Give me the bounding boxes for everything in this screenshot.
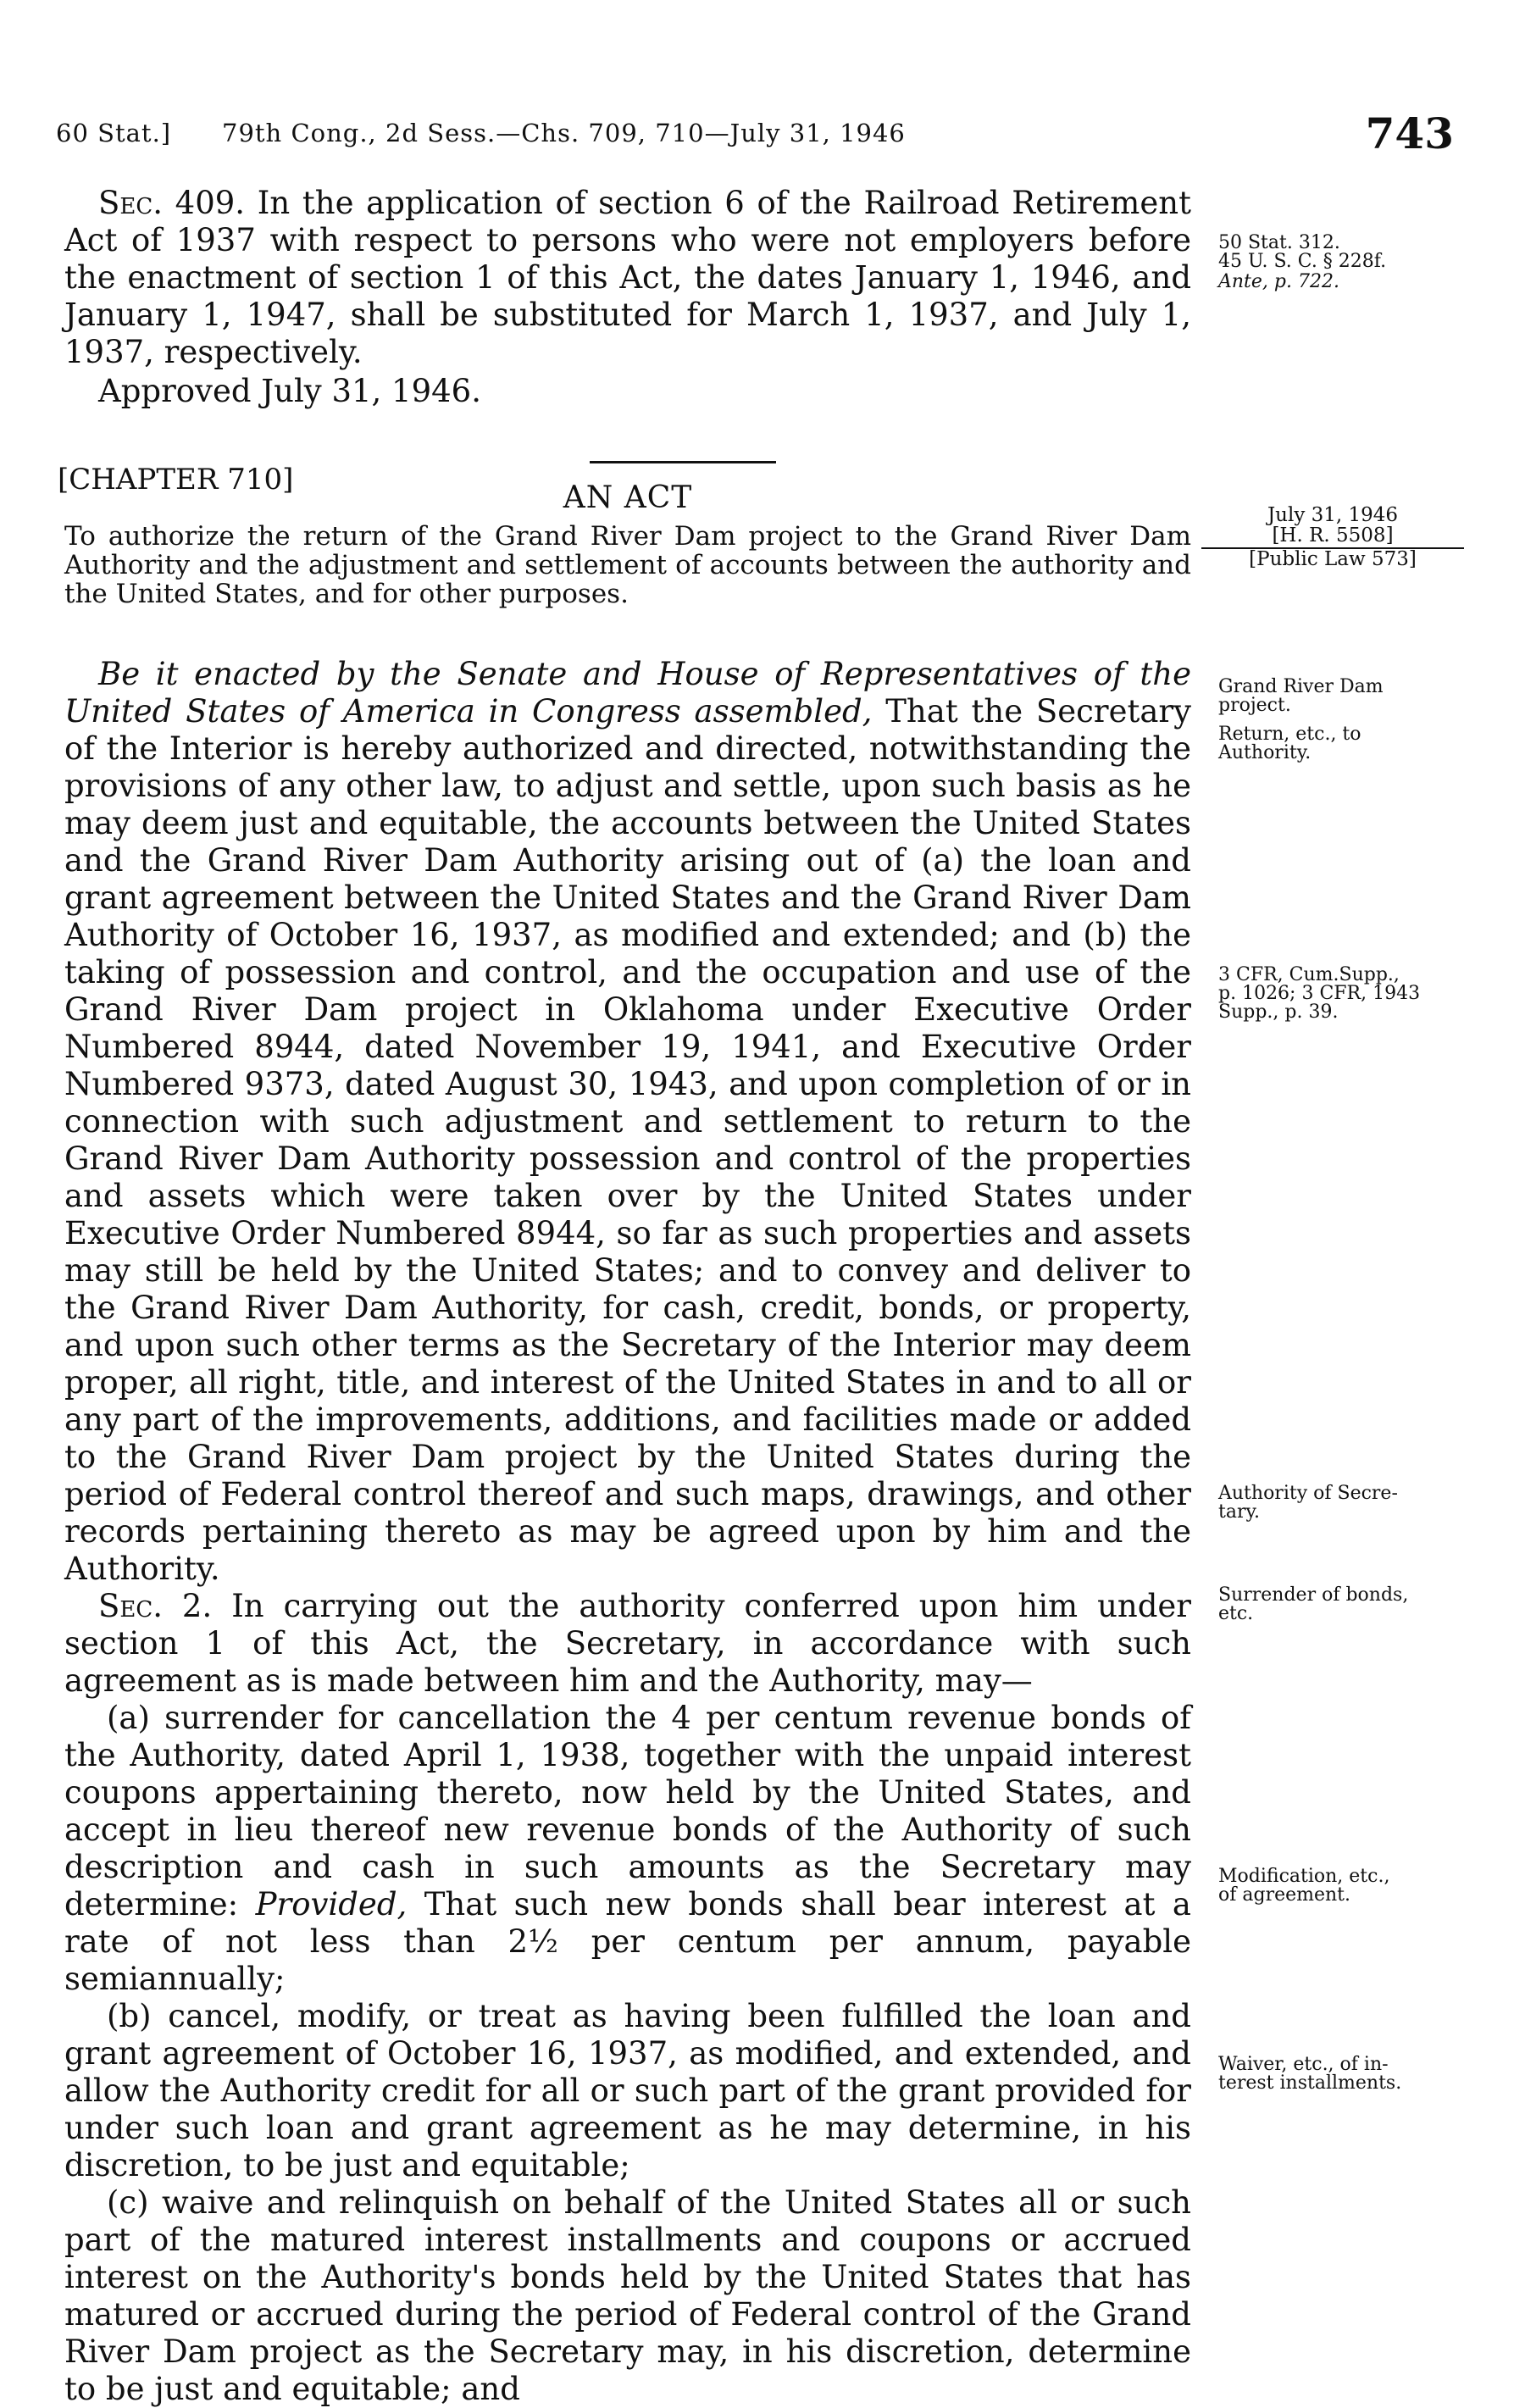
margin-line: Ante, p. 722. <box>1218 271 1339 292</box>
margin-note-ante <box>1218 273 1472 291</box>
section-2-text: In carrying out the authority conferred upon him under section 1 of this Act, the Secretary, in accordance with such agreement as is made between him and the Authority, may— <box>64 1588 1191 1699</box>
margin-line: terest installments. <box>1218 2072 1402 2094</box>
margin-line: project. <box>1218 695 1291 716</box>
margin-line: Authority of Secre- <box>1218 1483 1398 1504</box>
paragraph-b: (b) cancel, modify, or treat as having been fulfilled the loan and grant agreement of October 16, 1937, as modified, and extended, and allow the Authority credit for all or such part of the grant provided for under such loan and grant agreement as he may determine, in his discretion, to be just and equitable; <box>64 1998 1191 2183</box>
margin-line: Surrender of bonds, <box>1218 1584 1409 1606</box>
chapter-label: [CHAPTER 710] <box>58 463 294 497</box>
enacting-clause: Be it enacted by the Senate and House of Representatives of the United States of America in Congress assembled, <box>64 656 1191 730</box>
paragraph-c: (c) waive and relinquish on behalf of the United States all or such part of the matured interest installments and coupons or accrued interest on the Authority's bonds held by the United States that has matured or accrued during the period of Federal control of the Grand River Dam project as the Secretary may, in his discretion, determine to be just and equitable; and <box>64 2184 1191 2407</box>
margin-note-surrender <box>1218 1586 1472 1623</box>
margin-line: Authority. <box>1218 742 1312 763</box>
margin-line: Modification, etc., <box>1218 1866 1390 1887</box>
act-title: AN ACT <box>563 480 693 515</box>
margin-line: of agreement. <box>1218 1884 1351 1906</box>
main-text-column <box>58 185 1191 2408</box>
chapter-heading-block <box>58 427 1191 656</box>
act-purpose: To authorize the return of the Grand River Dam project to the Grand River Dam Authority and the adjustment and settlement of accounts between the authority and the United States, and for other purposes. <box>64 521 1191 609</box>
margin-note-return <box>1218 725 1472 763</box>
act-date: July 31, 1946 <box>1267 504 1399 526</box>
margin-line: Supp., p. 39. <box>1218 1001 1339 1023</box>
section-1-text: That the Secretary of the Interior is hereby authorized and directed, notwithstanding the provisions of any other law, to adjust and settle, upon such basis as he may deem just and equitable, the accounts between the United States and the Grand River Dam Authority arising out of (a) the loan and grant agreement between the United States and the Grand River Dam Authority of October 16, 1937, as modified and extended; and (b) the taking of possession and control, and the occupation and use of the Grand River Dam project in Oklahoma under Executive Order Numbered 8944, dated November 19, 1941, and Executive Order Numbered 9373, dated August 30, 1943, and upon completion of or in connection with such adjustment and settlement to return to the Grand River Dam Authority possession and control of the properties and assets which were taken over by the United States under Executive Order Numbered 8944, so far as such properties and assets may still be held by the United States; and to convey and deliver to the Grand River Dam Authority, for cash, credit, bonds, or property, and upon such other terms as the Secretary of the Interior may deem proper, all right, title, and interest of the United States in and to all or any part of the improvements, additions, and facilities made or added to the Grand River Dam project by the United States during the period of Federal control thereof and such maps, drawings, and other records pertaining thereto as may be agreed upon by him and the Authority. <box>64 693 1191 1587</box>
section-409 <box>64 185 1191 371</box>
margin-line: Waiver, etc., of in- <box>1218 2054 1389 2075</box>
provided-word: Provided, <box>255 1886 408 1923</box>
act-date-box <box>1193 505 1472 569</box>
section-2 <box>64 1588 1191 1700</box>
margin-note-stat-ref <box>1218 234 1472 271</box>
paragraph-a-proviso: That such new bonds shall bear interest at a rate of not less than 2½ per centum per annum, payable semiannually; <box>64 1886 1191 1997</box>
divider-rule <box>590 461 776 463</box>
running-header <box>56 108 1454 169</box>
margin-line: Return, etc., to <box>1218 724 1361 745</box>
margin-note-grand-river <box>1218 678 1472 715</box>
margin-line: Grand River Dam <box>1218 676 1384 697</box>
paragraph-a <box>64 1700 1191 1998</box>
margin-line: etc. <box>1218 1603 1254 1624</box>
approval-line: Approved July 31, 1946. <box>98 373 481 409</box>
bill-number: [H. R. 5508] <box>1201 525 1464 549</box>
margin-line: 50 Stat. 312. <box>1218 232 1340 253</box>
congress-session-line: 79th Cong., 2d Sess.—Chs. 709, 710—July 31, 1946 <box>222 119 906 147</box>
margin-line: 3 CFR, Cum.Supp., <box>1218 964 1400 985</box>
margin-line: 45 U. S. C. § 228f. <box>1218 251 1387 272</box>
public-law-number: [Public Law 573] <box>1249 548 1417 570</box>
section-label: Sec. 409. <box>98 185 246 221</box>
margin-note-authority <box>1218 1484 1472 1522</box>
section-label: Sec. 2. <box>98 1588 213 1624</box>
section-1 <box>64 656 1191 1588</box>
paragraph-a-text: (a) surrender for cancellation the 4 per centum revenue bonds of the Authority, dated April 1, 1938, together with the unpaid interest coupons appertaining thereto, now held by the United States, and accept in lieu thereof new revenue bonds of the Authority of such description and cash in such amounts as the Secretary may determine: <box>64 1700 1191 1923</box>
margin-line: p. 1026; 3 CFR, 1943 <box>1218 983 1421 1004</box>
margin-note-cfr <box>1218 966 1472 1022</box>
margin-note-modification <box>1218 1867 1472 1905</box>
page-number: 743 <box>1365 108 1454 158</box>
margin-note-waiver <box>1218 2056 1472 2093</box>
margin-line: tary. <box>1218 1501 1260 1523</box>
section-409-text: In the application of section 6 of the Railroad Retirement Act of 1937 with respect to persons who were not employers before the enactment of section 1 of this Act, the dates January 1, 1946, and January 1, 1947, shall be substituted for March 1, 1937, and July 1, 1937, respectively. <box>64 185 1191 370</box>
stat-volume: 60 Stat.] <box>56 119 172 147</box>
